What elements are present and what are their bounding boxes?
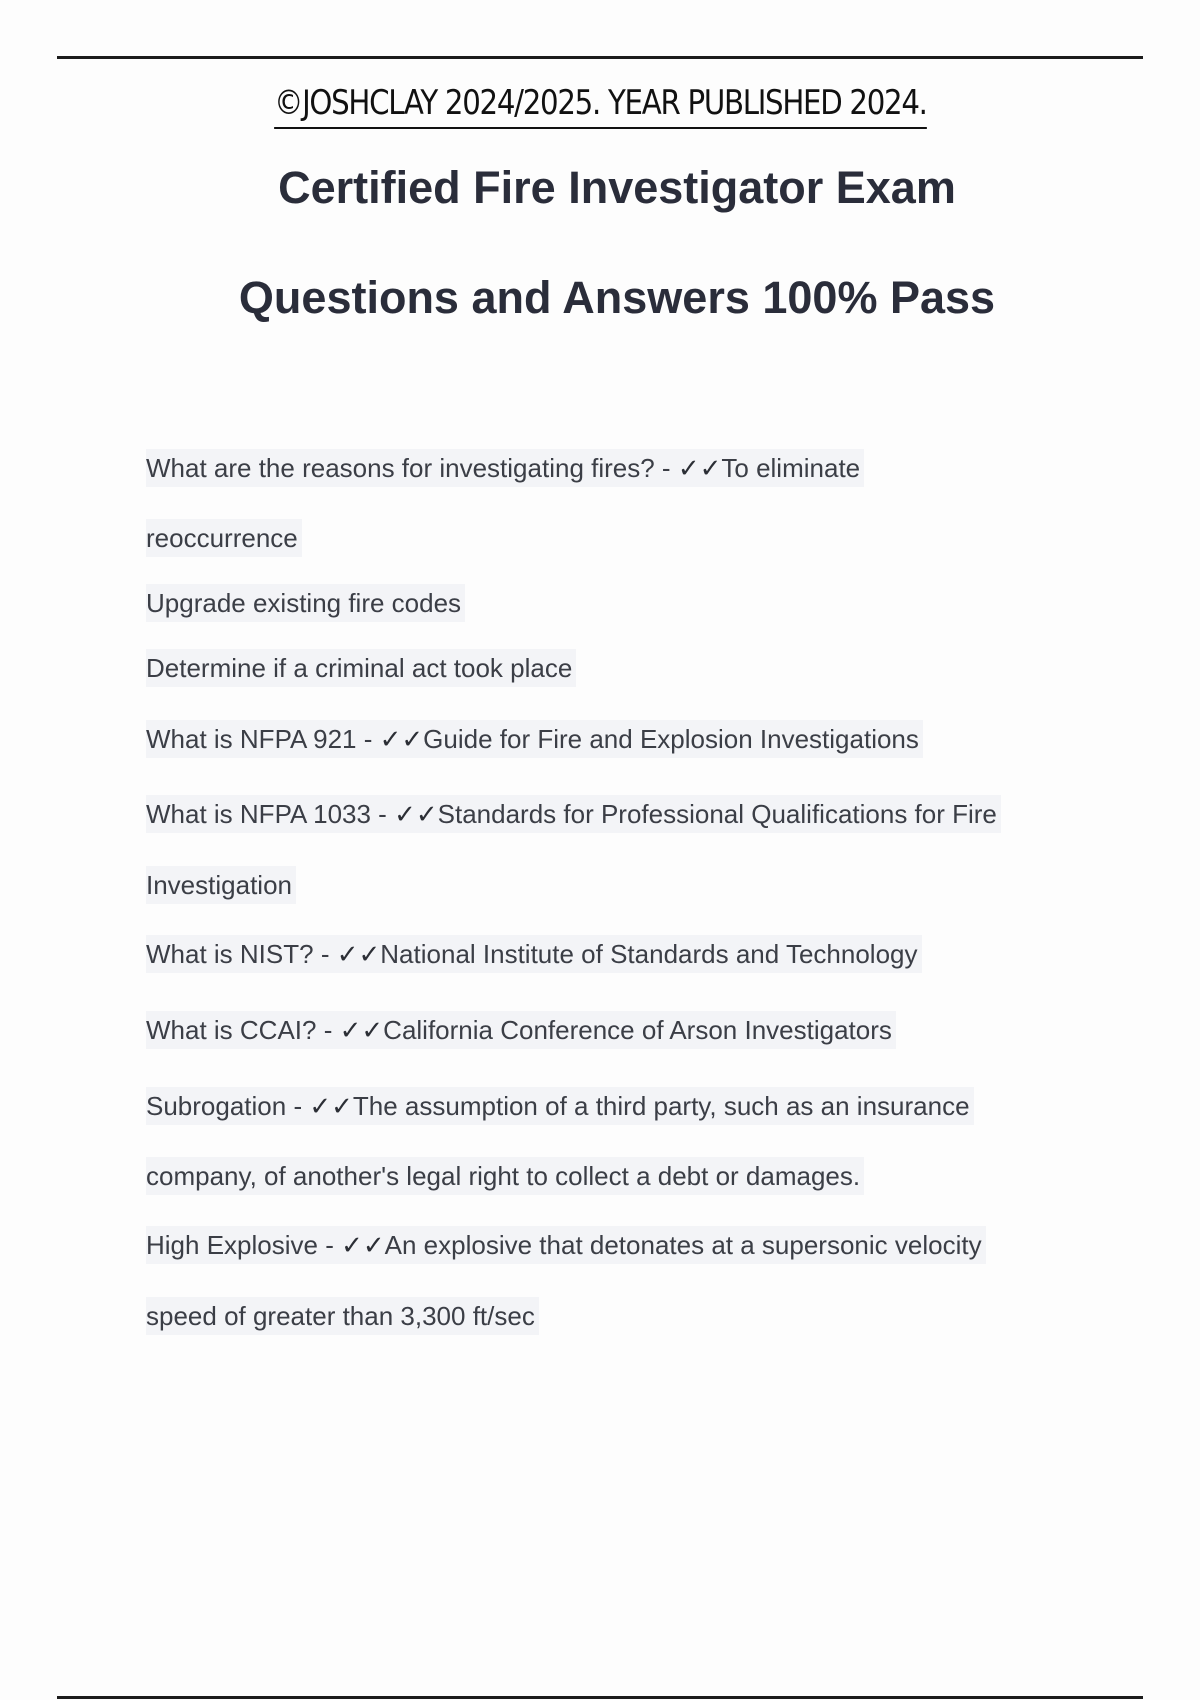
answer-continuation: speed of greater than 3,300 ft/sec <box>146 1297 539 1335</box>
double-check-icon: ✓✓ <box>339 1015 384 1045</box>
question-text: Subrogation - <box>146 1091 310 1121</box>
answer-text: The assumption of a third party, such as an insurance <box>352 1091 970 1121</box>
qa-item-question <box>146 795 1001 833</box>
answer-continuation: Investigation <box>146 866 296 904</box>
question-text: What is NIST? - <box>146 939 337 969</box>
answer-continuation: Determine if a criminal act took place <box>146 649 576 687</box>
question-text: What is CCAI? - <box>146 1015 340 1045</box>
question-text: What is NFPA 921 - <box>146 724 380 754</box>
question-text: What are the reasons for investigating fires? - <box>146 453 678 483</box>
double-check-icon: ✓✓ <box>394 799 438 829</box>
answer-text: To eliminate <box>721 453 861 483</box>
qa-item-question <box>146 720 923 758</box>
copyright-notice <box>0 76 1200 130</box>
qa-item-question <box>146 1087 974 1125</box>
document-title-line-2: Questions and Answers 100% Pass <box>238 272 996 323</box>
document-title-line-1: Certified Fire Investigator Exam <box>278 162 956 213</box>
answer-text: National Institute of Standards and Technology <box>380 939 918 969</box>
footer-rule <box>57 1696 1143 1699</box>
question-text: What is NFPA 1033 - <box>146 799 395 829</box>
question-text: High Explosive - <box>146 1230 342 1260</box>
answer-text: An explosive that detonates at a supersonic velocity <box>384 1230 982 1260</box>
double-check-icon: ✓✓ <box>677 453 722 483</box>
header-rule <box>57 56 1143 59</box>
copyright-text: ©JOSHCLAY 2024/2025. YEAR PUBLISHED 2024. <box>274 79 927 129</box>
double-check-icon: ✓✓ <box>336 939 381 969</box>
answer-text: California Conference of Arson Investigators <box>383 1015 892 1045</box>
qa-item-question <box>146 1226 986 1264</box>
double-check-icon: ✓✓ <box>379 724 424 754</box>
qa-item-question <box>146 449 864 487</box>
answer-continuation: company, of another's legal right to collect a debt or damages. <box>146 1157 864 1195</box>
answer-text: Standards for Professional Qualifications for Fire <box>437 799 997 829</box>
double-check-icon: ✓✓ <box>341 1230 385 1260</box>
qa-item-question <box>146 935 922 973</box>
answer-continuation: Upgrade existing fire codes <box>146 584 465 622</box>
qa-item-question <box>146 1011 896 1049</box>
answer-continuation: reoccurrence <box>146 519 302 557</box>
answer-text: Guide for Fire and Explosion Investigations <box>423 724 919 754</box>
double-check-icon: ✓✓ <box>309 1091 353 1121</box>
